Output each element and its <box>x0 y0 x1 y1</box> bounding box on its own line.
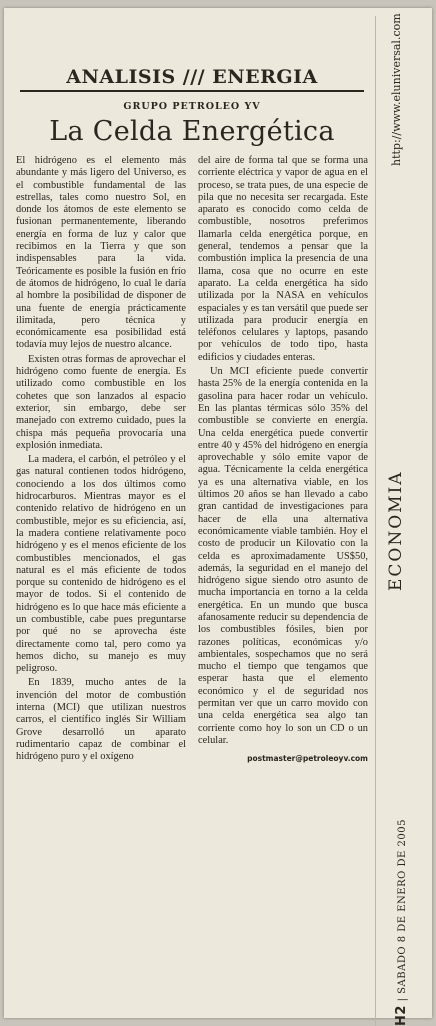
page-number: H2 <box>394 1005 409 1026</box>
paragraph: El hidrógeno es el elemento más abundante y más ligero del Universo, es el combustible fundamental de las estrellas, tales como nuestro Sol, en donde los átomos de este elemento se fusionan permanentemente, liberando energía en forma de luz y calor que recibimos en la Tierra y que son indispensables para la vida. Teóricamente es posible la fusión en frío de átomos de hidrógeno, lo cual le daría al hombre la posibilidad de disponer de una fuente de energía prácticamente ilimitada, pero técnica y económicamente esa posibilidad está todavía muy lejos de nuestro alcance. <box>16 155 186 351</box>
page-rail <box>375 13 432 1026</box>
headline: La Celda Energética <box>49 116 335 147</box>
paragraph: Un MCI eficiente puede convertir hasta 25% de la energía contenida en la gasolina para hacer rodar un vehículo. En las plantas térmicas sólo 35% del combustible se convierte en energía. Una celda energética puede convertir entre 40 y 45% del hidrógeno en energía aprovechable y sólo emite vapor de agua. Técnicamente la celda energética ya es una alternativa viable, en los últimos 20 años se han llevado a cabo gran cantidad de investigaciones para hacer de ella una alternativa económicamente viable también. Hoy el costo de producir un Kilovatio con la celda es aproximadamente US$50, además, la seguridad en el manejo del hidrógeno sigue siendo otro asunto de mucha importancia en torno a la celda energética. En un mundo que busca afanosamente reducir su dependencia de los combustibles fósiles, bien por razones políticas, económicas y/o ambientales, sospechamos que no será mucho el tiempo que tengamos que esperar hasta que el elemento económico y el de seguridad nos permitan ver que un carro movido con una celda energética sea algo tan corriente como hoy lo son un CD o un celular. <box>198 366 368 746</box>
paragraph: Existen otras formas de aprovechar el hidrógeno como fuente de energía. Es utilizado como combustible en los cohetes que son lanzados al espacio exterior, sin embargo, debe ser manejado con extremo cuidado, pues la chispa más pequeña provocaría una explosión inmediata. <box>16 353 186 451</box>
divider: | <box>397 993 408 1002</box>
author-kicker: GRUPO PETROLEO YV <box>123 101 261 112</box>
section-header: ANALISIS /// ENERGIA <box>20 28 364 92</box>
author-email: postmaster@petroleoyv.com <box>247 754 368 764</box>
paragraph: del aire de forma tal que se forma una corriente eléctrica y vapor de agua en el proceso, se trata pues, de una especie de pila que no necesita ser recargada. Este aparato es conocido como celda de combustible, nosotros preferimos llamarla celda energética porque, en general, tendemos a pensar que la combustión implica la presencia de una llama, cosa que no ocurre en este aparato. La celda energética ha sido utilizada por la NASA en vehículos espaciales y es tan versátil que puede ser utilizada para producir energía en teléfonos celulares y laptops, pasando por vehículos de todo tipo, hasta edificios y ciudades enteras. <box>198 155 368 363</box>
column-right <box>198 155 368 766</box>
paragraph: La madera, el carbón, el petróleo y el gas natural contienen todos hidrógeno, conociendo a los dos últimos como hidrocarburos. Mientras mayor es el contenido relativo de hidrógeno en un combustible, mejor es su eficiencia, así, la madera contiene relativamente poco hidrógeno y es el menos eficiente de los combustibles mencionados, el gas natural es el más eficiente de todos porque su contenido de hidrógeno es el mayor de todos. Si el contenido de hidrógeno es lo que hace más eficiente a un combustible, cabe pues preguntarse por qué no se aprovecha éste directamente como tal, pero como ya hemos dicho, su manejo es muy peligroso. <box>16 454 186 675</box>
website-url: http://www.eluniversal.com <box>390 13 403 166</box>
article <box>14 28 370 1003</box>
date: SABADO 8 DE ENERO DE 2005 <box>397 819 408 994</box>
section-label: ECONOMIA <box>386 470 406 591</box>
column-left <box>16 155 186 766</box>
paragraph: En 1839, mucho antes de la invención del motor de combustión interna (MCI) que utilizan nuestros carros, el científico inglés Sir William Grove desarrolló un aparato rudimentario capaz de combinar el hidrógeno puro y el oxígeno <box>16 677 186 763</box>
article-columns <box>14 155 370 766</box>
newspaper-clipping <box>4 8 432 1026</box>
dateline <box>394 819 409 1026</box>
